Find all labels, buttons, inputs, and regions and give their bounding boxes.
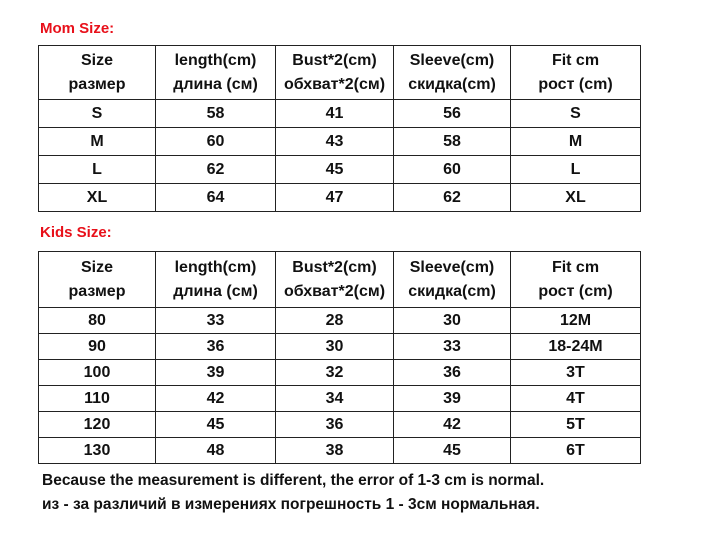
cell-sleeve: 42 (394, 412, 511, 438)
cell-fit: L (511, 156, 641, 184)
table-row (39, 100, 641, 128)
cell-bust: 41 (276, 100, 394, 128)
table-row (39, 386, 641, 412)
cell-fit: 12M (511, 308, 641, 334)
cell-length: 42 (156, 386, 276, 412)
header-length: length(cm) длина (см) (156, 252, 276, 308)
cell-fit: M (511, 128, 641, 156)
cell-length: 33 (156, 308, 276, 334)
cell-bust: 36 (276, 412, 394, 438)
header-bust: Bust*2(cm) обхват*2(см) (276, 46, 394, 100)
measurement-note-english: Because the measurement is different, the error of 1-3 cm is normal. (42, 472, 545, 489)
cell-size: M (39, 128, 156, 156)
header-fit: Fit cm рост (cm) (511, 252, 641, 308)
cell-length: 58 (156, 100, 276, 128)
cell-length: 36 (156, 334, 276, 360)
table-row (39, 308, 641, 334)
cell-sleeve: 58 (394, 128, 511, 156)
cell-size: XL (39, 184, 156, 212)
cell-sleeve: 39 (394, 386, 511, 412)
header-size: Size размер (39, 252, 156, 308)
table-row (39, 334, 641, 360)
table-row (39, 360, 641, 386)
table-header-row (39, 46, 641, 100)
cell-size: 110 (39, 386, 156, 412)
cell-fit: XL (511, 184, 641, 212)
cell-size: L (39, 156, 156, 184)
cell-length: 39 (156, 360, 276, 386)
cell-bust: 34 (276, 386, 394, 412)
cell-sleeve: 45 (394, 438, 511, 464)
cell-size: 130 (39, 438, 156, 464)
kids-size-table (38, 251, 641, 464)
cell-bust: 38 (276, 438, 394, 464)
cell-length: 64 (156, 184, 276, 212)
header-sleeve: Sleeve(cm) скидка(cm) (394, 46, 511, 100)
cell-size: 90 (39, 334, 156, 360)
cell-length: 48 (156, 438, 276, 464)
mom-size-table (38, 45, 641, 212)
cell-size: 100 (39, 360, 156, 386)
cell-sleeve: 33 (394, 334, 511, 360)
table-header-row (39, 252, 641, 308)
table-row (39, 184, 641, 212)
mom-size-title: Mom Size: (40, 20, 115, 37)
table-row (39, 438, 641, 464)
cell-size: 120 (39, 412, 156, 438)
cell-bust: 30 (276, 334, 394, 360)
cell-fit: 6T (511, 438, 641, 464)
cell-length: 60 (156, 128, 276, 156)
cell-size: 80 (39, 308, 156, 334)
cell-sleeve: 30 (394, 308, 511, 334)
measurement-note-russian: из - за различий в измерениях погрешность 1 - 3см нормальная. (42, 496, 540, 513)
cell-bust: 32 (276, 360, 394, 386)
cell-size: S (39, 100, 156, 128)
cell-fit: 4T (511, 386, 641, 412)
kids-size-title: Kids Size: (40, 224, 112, 241)
table-row (39, 156, 641, 184)
header-length: length(cm) длина (см) (156, 46, 276, 100)
cell-sleeve: 36 (394, 360, 511, 386)
cell-fit: 3T (511, 360, 641, 386)
header-sleeve: Sleeve(cm) скидка(cm) (394, 252, 511, 308)
cell-bust: 43 (276, 128, 394, 156)
cell-fit: S (511, 100, 641, 128)
cell-fit: 5T (511, 412, 641, 438)
cell-bust: 47 (276, 184, 394, 212)
header-fit: Fit cm рост (cm) (511, 46, 641, 100)
cell-length: 62 (156, 156, 276, 184)
cell-sleeve: 60 (394, 156, 511, 184)
cell-bust: 28 (276, 308, 394, 334)
cell-sleeve: 56 (394, 100, 511, 128)
cell-fit: 18-24M (511, 334, 641, 360)
table-row (39, 412, 641, 438)
cell-sleeve: 62 (394, 184, 511, 212)
table-row (39, 128, 641, 156)
header-bust: Bust*2(cm) обхват*2(см) (276, 252, 394, 308)
cell-bust: 45 (276, 156, 394, 184)
header-size: Size размер (39, 46, 156, 100)
cell-length: 45 (156, 412, 276, 438)
